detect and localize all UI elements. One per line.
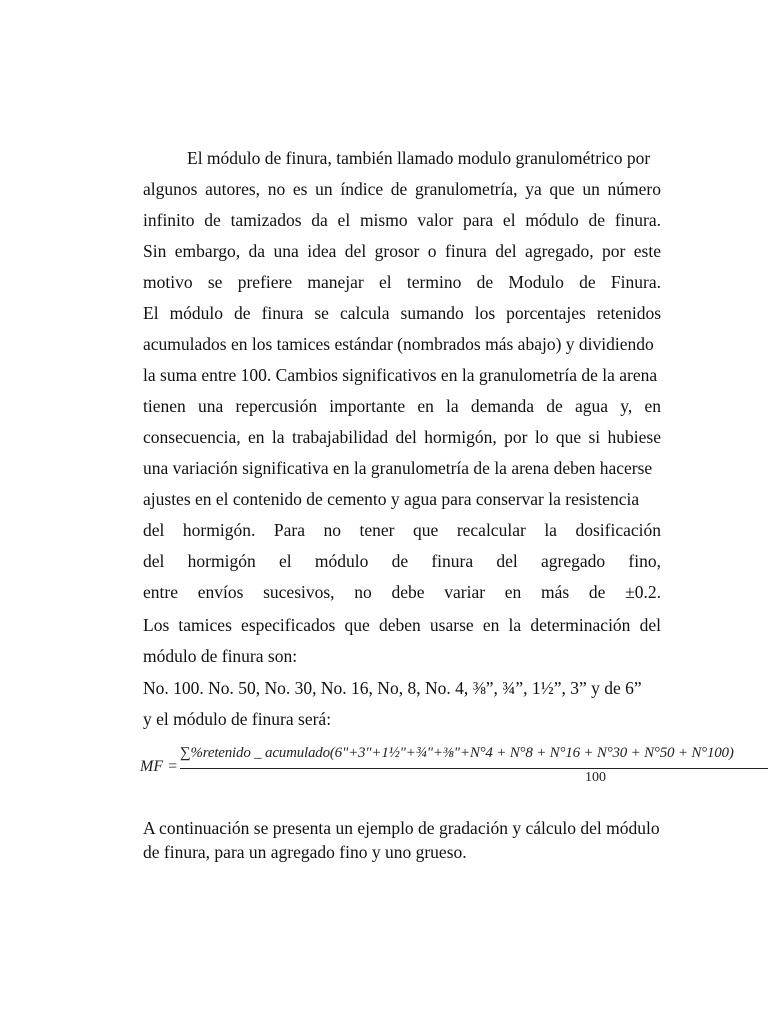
paragraph-line-9: tienen una repercusión importante en la demanda de agua y, en <box>143 396 661 416</box>
paragraph-line-13: del hormigón. Para no tener que recalcular la dosificación <box>143 520 661 540</box>
paragraph-line-3: infinito de tamizados da el mismo valor para el módulo de finura. <box>143 210 661 230</box>
formula-denominator: 100 <box>585 770 606 785</box>
paragraph-line-19: y el módulo de finura será: <box>143 709 332 729</box>
fineness-modulus-formula <box>140 745 740 790</box>
closing-line-2: de finura, para un agregado fino y uno grueso. <box>143 842 467 862</box>
closing-line-1: A continuación se presenta un ejemplo de gradación y cálculo del módulo <box>143 818 660 838</box>
paragraph-line-17: módulo de finura son: <box>143 646 298 666</box>
paragraph-line-8: la suma entre 100. Cambios significativos en la granulometría de la arena <box>143 365 658 385</box>
paragraph-line-5: motivo se prefiere manejar el termino de Modulo de Finura. <box>143 272 661 292</box>
paragraph-line-4: Sin embargo, da una idea del grosor o finura del agregado, por este <box>143 241 661 261</box>
paragraph-line-2: algunos autores, no es un índice de granulometría, ya que un número <box>143 179 661 199</box>
paragraph-line-1: El módulo de finura, también llamado modulo granulométrico por <box>187 148 651 168</box>
formula-numerator: ∑%retenido _ acumulado(6"+3"+1½"+¾"+⅜"+N°4 + N°8 + N°16 + N°30 + N°50 + N°100) <box>180 745 734 761</box>
formula-fraction-bar <box>180 768 768 769</box>
paragraph-line-15: entre envíos sucesivos, no debe variar en más de ±0.2. <box>143 582 661 602</box>
paragraph-line-14: del hormigón el módulo de finura del agregado fino, <box>143 551 661 571</box>
formula-lhs: MF = <box>140 758 178 775</box>
paragraph-line-11: una variación significativa en la granulometría de la arena deben hacerse <box>143 458 653 478</box>
paragraph-line-18: No. 100. No. 50, No. 30, No. 16, No, 8, No. 4, ⅜”, ¾”, 1½”, 3” y de 6” <box>143 678 642 698</box>
paragraph-line-7: acumulados en los tamices estándar (nombrados más abajo) y dividiendo <box>143 334 654 354</box>
paragraph-line-10: consecuencia, en la trabajabilidad del hormigón, por lo que si hubiese <box>143 427 661 447</box>
paragraph-line-6: El módulo de finura se calcula sumando los porcentajes retenidos <box>143 303 661 323</box>
paragraph-line-16: Los tamices especificados que deben usarse en la determinación del <box>143 615 661 635</box>
paragraph-line-12: ajustes en el contenido de cemento y agua para conservar la resistencia <box>143 489 640 509</box>
